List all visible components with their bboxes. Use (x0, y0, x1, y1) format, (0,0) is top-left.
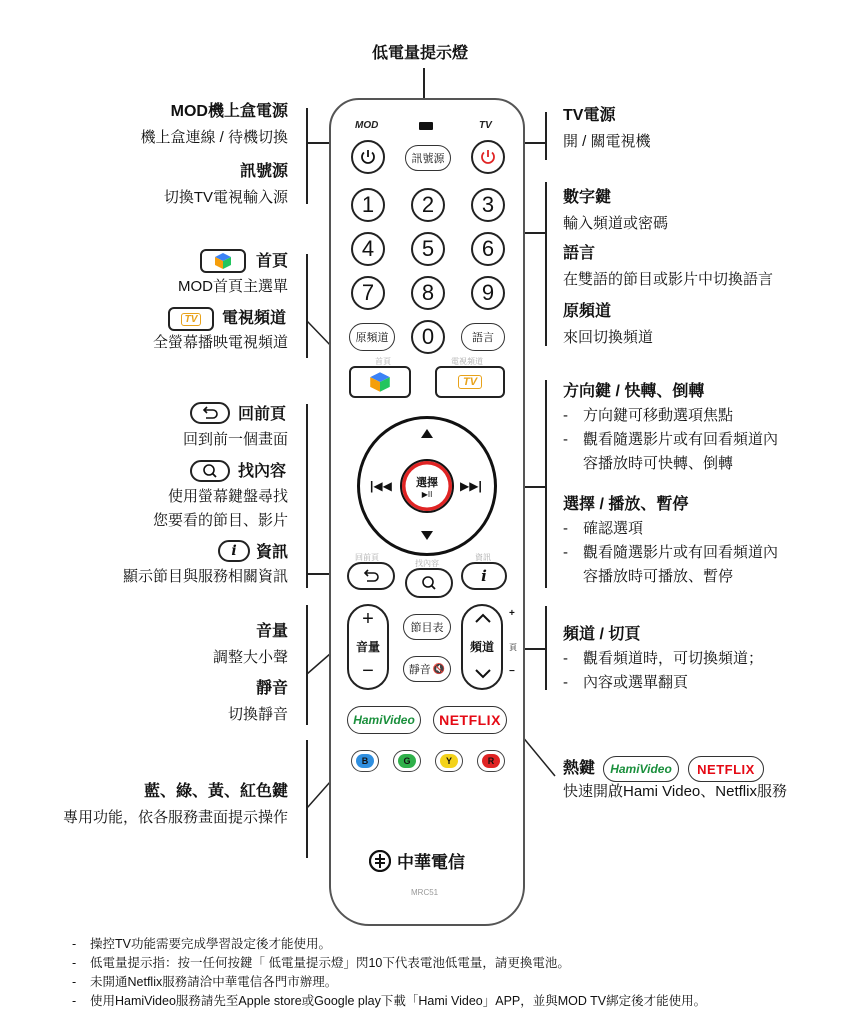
yellow-key-button[interactable]: Y (435, 750, 463, 772)
ok-bullet-1: 確認選項 (583, 520, 644, 537)
digit-9-button[interactable]: 9 (471, 276, 505, 310)
digit-4-button[interactable]: 4 (351, 232, 385, 266)
home-desc: MOD首頁主選單 (178, 278, 288, 295)
digits-title: 數字鍵 (563, 189, 612, 206)
info-i-icon: i (481, 567, 487, 585)
search-desc-1: 使用螢幕鍵盤尋找 (167, 488, 288, 505)
tv-label: TV (479, 120, 492, 131)
mute-speaker-icon: 🔇 (432, 663, 446, 675)
up-arrow-icon[interactable] (421, 429, 433, 438)
blue-key-button[interactable]: B (351, 750, 379, 772)
tv-power-icon (479, 148, 497, 166)
hami-video-button[interactable]: HamiVideo (347, 706, 421, 734)
page-down-mark: − (509, 666, 515, 677)
mod-power-desc: 機上盒連線 / 待機切換 (140, 129, 288, 146)
info-small-label: 資訊 (475, 553, 491, 562)
back-icon (190, 402, 230, 424)
tv-channel-button[interactable] (435, 366, 505, 398)
search-icon (190, 460, 230, 482)
digit-1-button[interactable]: 1 (351, 188, 385, 222)
home-small-label: 首頁 (375, 357, 391, 366)
source-button[interactable]: 訊號源 (405, 145, 451, 171)
channel-bullet-2: 內容或選單翻頁 (583, 674, 689, 691)
note-2: 低電量提示指：按一任何按鍵「 低電量提示燈」閃10下代表電池低電量，請更換電池。 (90, 956, 570, 970)
mute-button[interactable]: 靜音 🔇 (403, 656, 451, 682)
hotkey-desc: 快速開啟Hami Video、Netflix服務 (563, 783, 787, 800)
channel-title: 頻道 / 切頁 (563, 626, 641, 643)
tv-channel-icon: TV (168, 307, 214, 331)
guide-button[interactable]: 節目表 (403, 614, 451, 640)
channel-label: 頻道 (469, 640, 494, 654)
ok-play-pause-button[interactable]: 選擇 ▶II (400, 459, 454, 513)
netflix-button[interactable]: NETFLIX (433, 706, 507, 734)
hotkey-title: 熱鍵 (563, 760, 596, 777)
note-3: 未開通Netflix服務請洽中華電信各門市辦理。 (90, 975, 338, 989)
direction-title: 方向鍵 / 快轉、倒轉 (563, 383, 705, 400)
tv-channel-title: 電視頻道 (222, 310, 287, 327)
channel-bullet-1: 觀看頻道時，可切換頻道； (583, 650, 764, 667)
prev-channel-desc: 來回切換頻道 (563, 329, 654, 346)
color-keys-desc: 專用功能，依各服務畫面提示操作 (62, 809, 288, 826)
remote-control (329, 98, 525, 926)
mute-title: 靜音 (255, 680, 288, 697)
direction-bullet-2a: 觀看隨選影片或有回看頻道內 (583, 431, 779, 448)
back-arrow-icon (362, 569, 380, 583)
digit-7-button[interactable]: 7 (351, 276, 385, 310)
battery-led (419, 122, 433, 130)
search-button[interactable] (405, 568, 453, 598)
volume-title: 音量 (255, 623, 288, 640)
notes-list: - 操控TV功能需要完成學習設定後才能使用。 - 低電量提示指：按一任何按鍵「 低電量提示燈」閃10下代表電池低電量，請更換電池。 - 未開通Netflix服務請洽中華電信各門市辦理。 - 使用HamiVideo服務請先至Apple store或Google play下載「Hami Video」APP，並與MOD TV綁定後才能使用。 (72, 937, 707, 1008)
tv-power-desc: 開 / 關電視機 (563, 133, 651, 150)
home-title: 首頁 (256, 253, 289, 270)
note-1: 操控TV功能需要完成學習設定後才能使用。 (90, 937, 331, 951)
digit-5-button[interactable]: 5 (411, 232, 445, 266)
volume-label: 音量 (355, 640, 380, 654)
hotkey-hami-icon: HamiVideo (603, 756, 679, 782)
down-arrow-icon[interactable] (421, 531, 433, 540)
tv-power-title: TV電源 (563, 107, 616, 124)
digit-8-button[interactable]: 8 (411, 276, 445, 310)
search-desc-2: 您要看的節目、影片 (152, 512, 288, 529)
digit-2-button[interactable]: 2 (411, 188, 445, 222)
mute-desc: 切換靜音 (227, 706, 288, 723)
search-title: 找內容 (238, 463, 287, 480)
tv-power-button[interactable] (471, 140, 505, 174)
forward-icon[interactable]: ▶▶| (460, 479, 482, 493)
rewind-icon[interactable]: |◀◀ (370, 479, 392, 493)
ok-bullet-2b: 容播放時可播放、暫停 (583, 568, 734, 585)
language-button[interactable]: 語言 (461, 323, 505, 351)
back-desc: 回到前一個畫面 (182, 431, 288, 448)
digit-0-button[interactable]: 0 (411, 320, 445, 354)
back-title: 回前頁 (238, 406, 287, 423)
info-desc: 顯示節目與服務相關資訊 (122, 568, 288, 585)
page-up-mark: + (509, 608, 515, 619)
info-button[interactable] (461, 562, 507, 590)
channel-up-icon[interactable] (474, 612, 492, 624)
digits-desc: 輸入頻道或密碼 (563, 215, 669, 232)
home-icon (200, 249, 246, 273)
low-battery-indicator-label: 低電量提示燈 (372, 45, 469, 62)
volume-up-button[interactable]: + (362, 608, 374, 630)
prev-channel-title: 原頻道 (563, 303, 612, 320)
mod-label: MOD (355, 120, 379, 131)
mod-power-button[interactable] (351, 140, 385, 174)
red-key-button[interactable]: R (477, 750, 505, 772)
home-button[interactable] (349, 366, 411, 398)
cht-logo-icon (369, 850, 391, 872)
digit-3-button[interactable]: 3 (471, 188, 505, 222)
source-desc: 切換TV電視輸入源 (163, 189, 288, 206)
volume-down-button[interactable]: − (362, 660, 374, 682)
lang-title: 語言 (563, 245, 596, 262)
hotkey-netflix-icon: NETFLIX (688, 756, 764, 782)
brand-logo: 中華電信 (369, 848, 465, 873)
color-keys-title: 藍、綠、黃、紅色鍵 (143, 783, 288, 800)
channel-down-icon[interactable] (474, 668, 492, 680)
volume-rocker[interactable] (347, 604, 389, 690)
model-number: MRC51 (411, 888, 439, 897)
prev-channel-button[interactable]: 原頻道 (349, 323, 395, 351)
channel-rocker[interactable] (461, 604, 503, 690)
tv-channel-small-label: 電視頻道 (451, 357, 483, 366)
power-icon (359, 148, 377, 166)
ok-bullet-2a: 觀看隨選影片或有回看頻道內 (583, 544, 779, 561)
magnifier-icon (421, 575, 437, 591)
volume-desc: 調整大小聲 (212, 649, 288, 666)
mod-power-title: MOD機上盒電源 (170, 103, 288, 120)
info-icon: i (218, 540, 250, 562)
tv-badge-icon: TV (458, 375, 482, 389)
green-key-button[interactable]: G (393, 750, 421, 772)
search-small-label: 找內容 (415, 559, 439, 568)
digit-6-button[interactable]: 6 (471, 232, 505, 266)
home-cube-icon (369, 371, 391, 393)
ok-title: 選擇 / 播放、暫停 (563, 496, 689, 513)
info-title: 資訊 (256, 544, 289, 561)
note-4: 使用HamiVideo服務請先至Apple store或Google play下載「Hami Video」APP，並與MOD TV綁定後才能使用。 (90, 994, 707, 1008)
direction-pad[interactable] (357, 416, 497, 556)
lang-desc: 在雙語的節目或影片中切換語言 (563, 271, 774, 288)
tv-channel-desc: 全螢幕播映電視頻道 (152, 334, 288, 351)
page-label: 頁 (509, 643, 517, 652)
back-small-label: 回前頁 (355, 553, 379, 562)
direction-bullet-1: 方向鍵可移動選項焦點 (583, 407, 734, 424)
direction-bullet-2b: 容播放時可快轉、倒轉 (583, 455, 734, 472)
play-pause-icon: ▶II (421, 489, 433, 499)
back-button[interactable] (347, 562, 395, 590)
source-title: 訊號源 (239, 163, 288, 180)
